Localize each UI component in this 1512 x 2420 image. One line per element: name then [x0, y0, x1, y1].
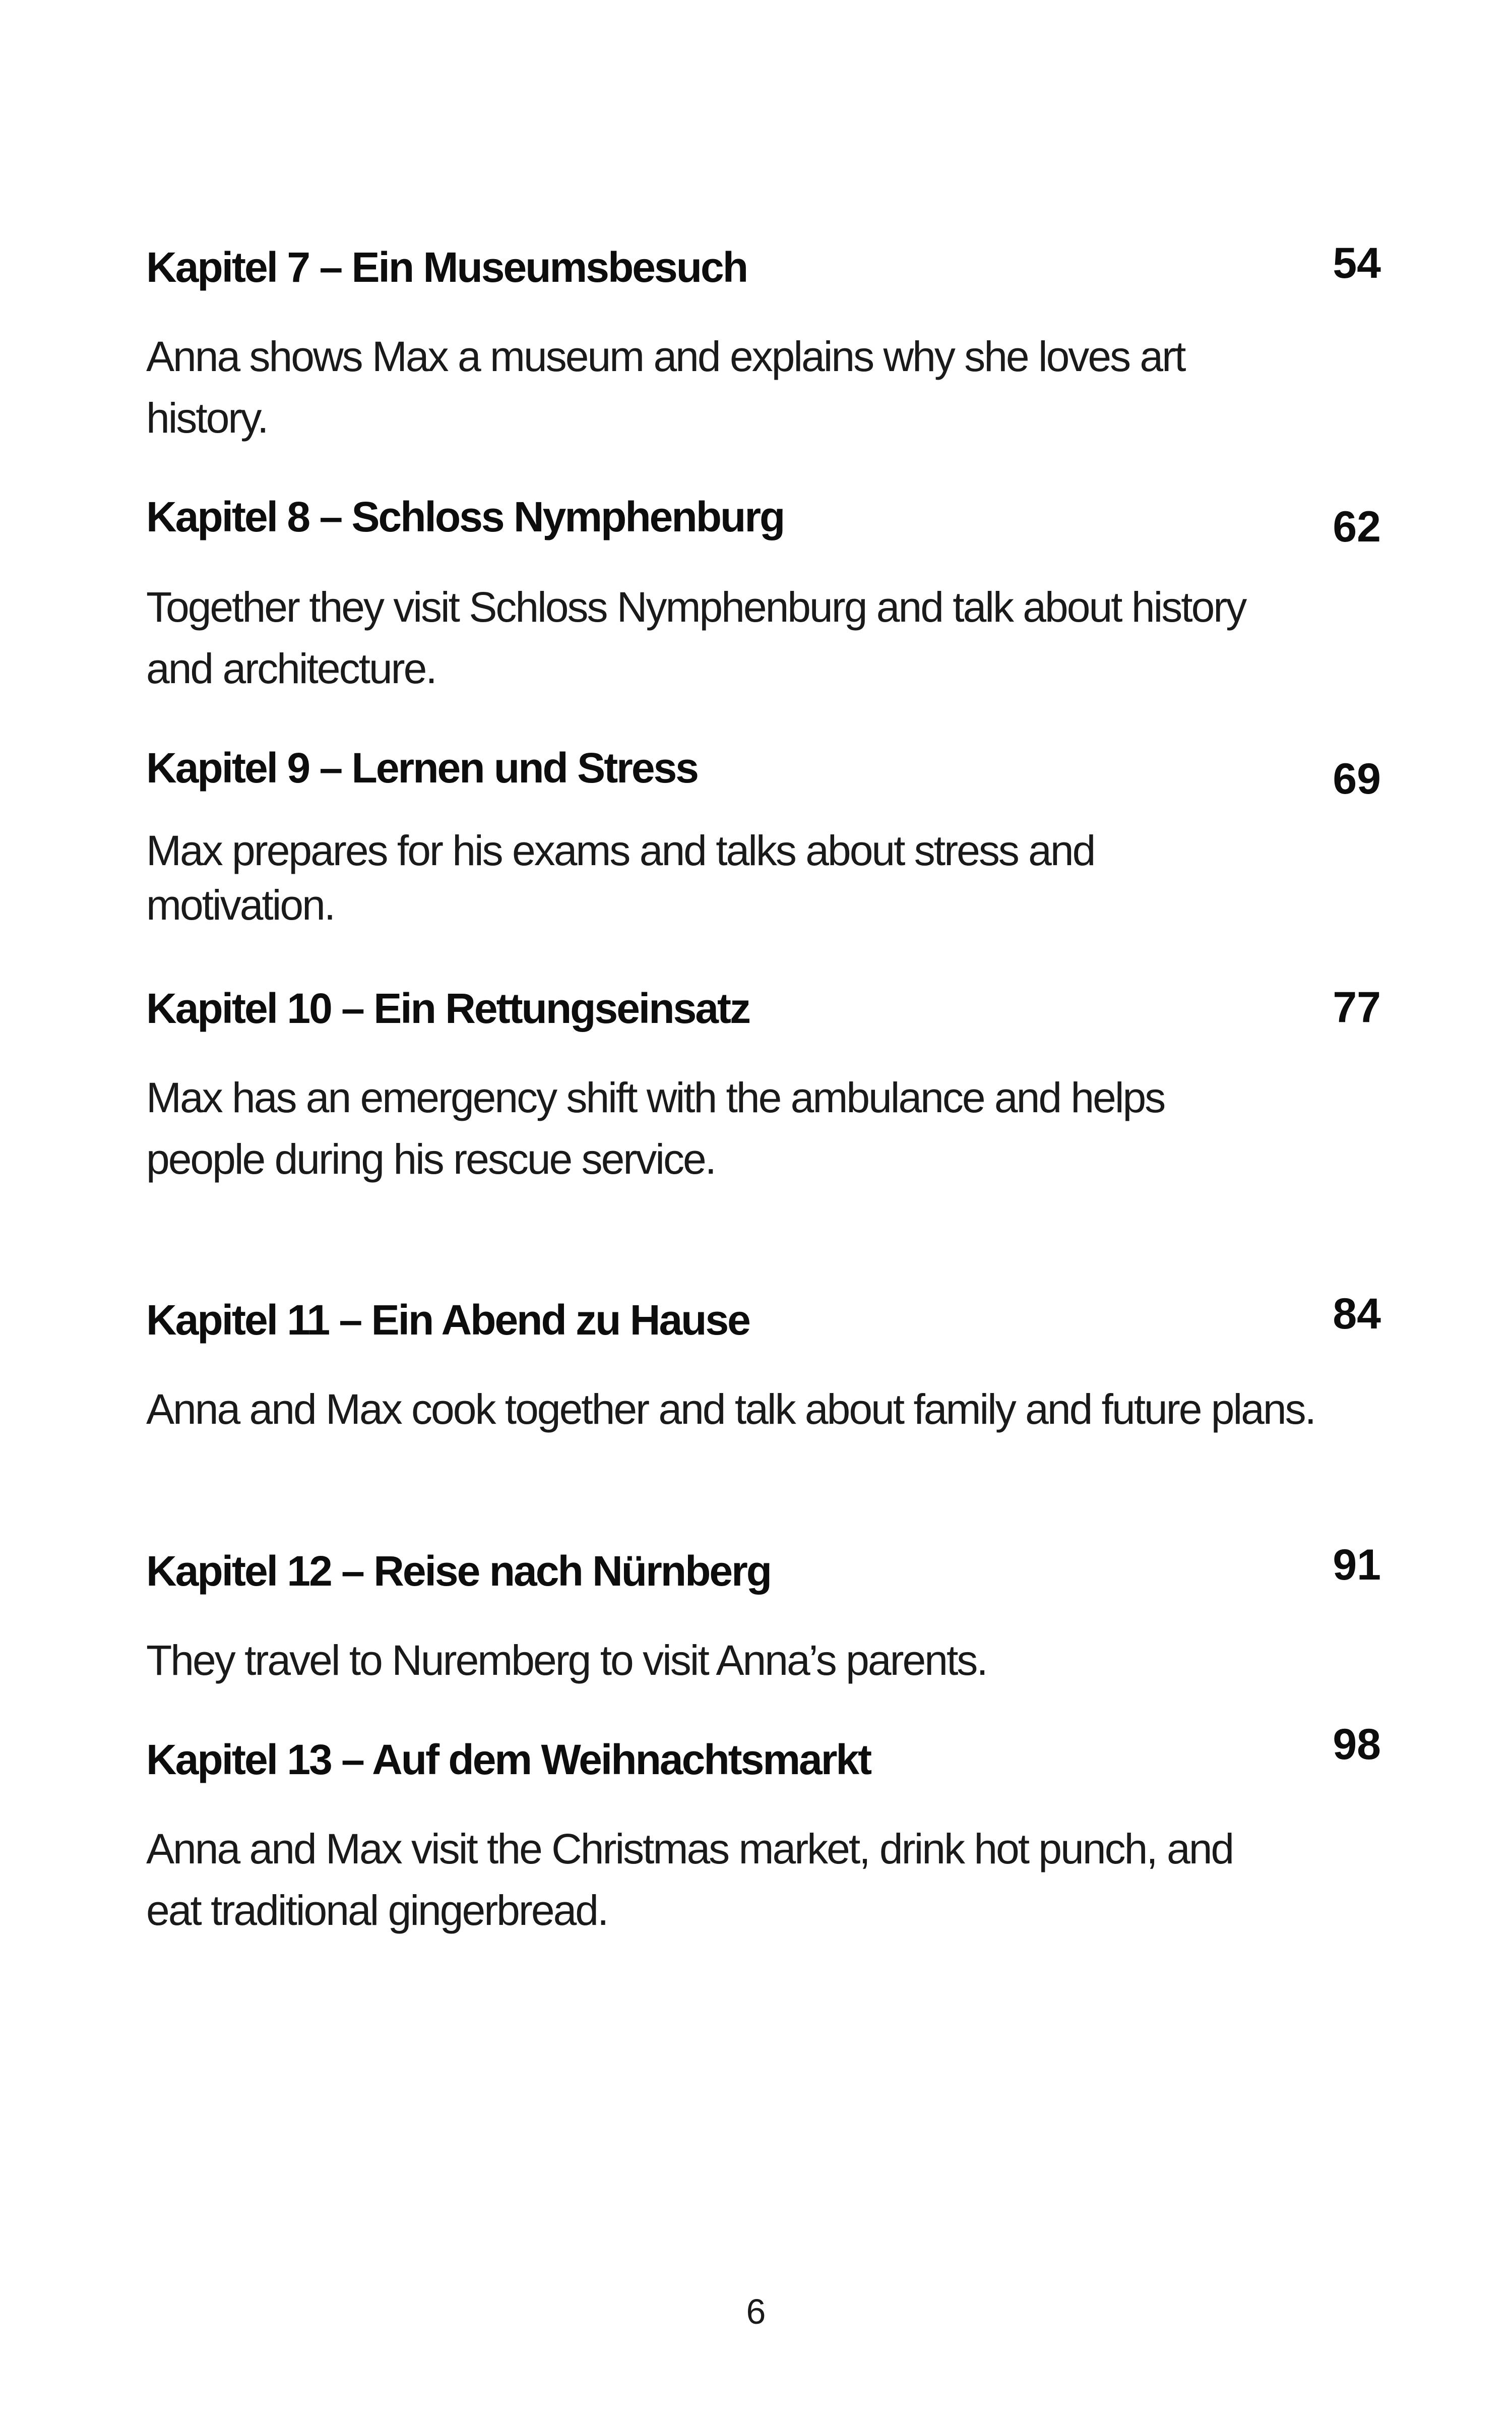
- chapter-title: Kapitel 9 – Lernen und Stress: [146, 744, 698, 792]
- chapter-page-number: 98: [1333, 1720, 1381, 1769]
- chapter-title: Kapitel 10 – Ein Rettungseinsatz: [146, 985, 749, 1032]
- chapter-page-number: 69: [1333, 755, 1381, 803]
- chapter-title: Kapitel 12 – Reise nach Nürnberg: [146, 1547, 771, 1595]
- chapter-title: Kapitel 7 – Ein Museumsbesuch: [146, 244, 747, 291]
- chapter-description: Anna and Max cook together and talk about family and future plans.: [146, 1385, 1315, 1433]
- chapter-description: Anna shows Max a museum and explains why she loves art history.: [146, 333, 1185, 442]
- chapter-page-number: 77: [1333, 983, 1381, 1032]
- chapter-title: Kapitel 13 – Auf dem Weihnachtsmarkt: [146, 1736, 871, 1783]
- chapter-title: Kapitel 8 – Schloss Nymphenburg: [146, 493, 784, 540]
- chapter-description: They travel to Nuremberg to visit Anna’s parents.: [146, 1637, 987, 1684]
- page-number: 6: [746, 2292, 766, 2331]
- chapter-title: Kapitel 11 – Ein Abend zu Hause: [146, 1296, 749, 1344]
- chapter-description: Max has an emergency shift with the ambulance and helps people during his rescue service.: [146, 1074, 1165, 1183]
- chapter-page-number: 84: [1333, 1290, 1381, 1338]
- chapter-description: Anna and Max visit the Christmas market, drink hot punch, and eat traditional gingerbread.: [146, 1825, 1233, 1934]
- chapter-page-number: 54: [1333, 239, 1381, 287]
- chapter-description: Together they visit Schloss Nymphenburg and talk about history and architecture.: [146, 583, 1246, 692]
- chapter-page-number: 62: [1333, 503, 1381, 551]
- chapter-description: Max prepares for his exams and talks about stress and motivation.: [146, 827, 1095, 929]
- chapter-page-number: 91: [1333, 1541, 1381, 1589]
